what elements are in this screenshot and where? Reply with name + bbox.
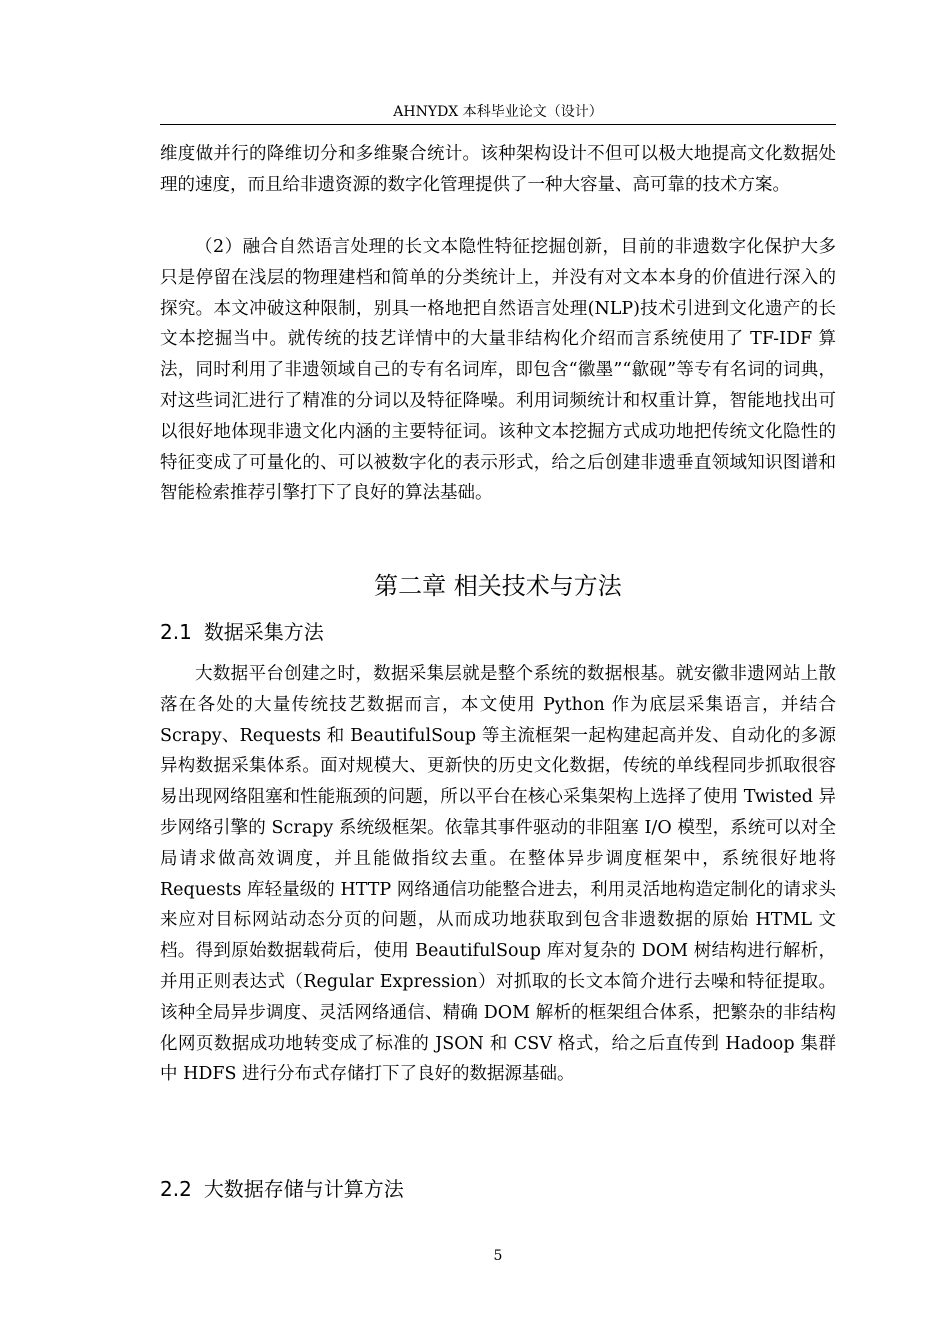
section-2-1-number: 2.1 [160,620,192,644]
section-2-1-title: 数据采集方法 [203,620,324,644]
section-2-2-title: 大数据存储与计算方法 [203,1177,404,1201]
section-2-1-heading [160,616,836,648]
innovation-2-paragraph: （2）融合自然语言处理的长文本隐性特征挖掘创新，目前的非遗数字化保护大多只是停留在浅层的物理建档和简单的分类统计上，并没有对文本本身的价值进行深入的探究。本文冲破这种限制，别具一格地把自然语言处理(NLP)技术引进到文化遗产的长文本挖掘当中。就传统的技艺详情中的大量非结构化介绍而言系统使用了 TF-IDF 算法，同时利用了非遗领域自己的专有名词库，即包含“徽墨”“歙砚”等专有名词的词典，对这些词汇进行了精准的分词以及特征降噪。利用词频统计和权重计算，智能地找出可以很好地体现非遗文化内涵的主要特征词。该种文本挖掘方式成功地把传统文化隐性的特征变成了可量化的、可以被数字化的表示形式，给之后创建非遗垂直领域知识图谱和智能检索推荐引擎打下了良好的算法基础。 [160,237,836,504]
section-2-1-paragraph: 大数据平台创建之时，数据采集层就是整个系统的数据根基。就安徽非遗网站上散落在各处的大量传统技艺数据而言，本文使用 Python 作为底层采集语言，并结合 Scrapy、Requests 和 BeautifulSoup 等主流框架一起构建起高并发、自动化的多源异构数据采集体系。面对规模大、更新快的历史文化数据，传统的单线程同步抓取很容易出现网络阻塞和性能瓶颈的问题，所以平台在核心采集架构上选择了使用 Twisted 异步网络引擎的 Scrapy 系统级框架。依靠其事件驱动的非阻塞 I/O 模型，系统可以对全局请求做高效调度，并且能做指纹去重。在整体异步调度框架中，系统很好地将 Requests 库轻量级的 HTTP 网络通信功能整合进去，利用灵活地构造定制化的请求头来应对目标网站动态分页的问题，从而成功地获取到包含非遗数据的原始 HTML 文档。得到原始数据载荷后，使用 BeautifulSoup 库对复杂的 DOM 树结构进行解析，并用正则表达式（Regular Expression）对抓取的长文本简介进行去噪和特征提取。该种全局异步调度、灵活网络通信、精确 DOM 解析的框架组合体系，把繁杂的非结构化网页数据成功地转变成了标准的 JSON 和 CSV 格式，给之后直传到 Hadoop 集群中 HDFS 进行分布式存储打下了良好的数据源基础。 [160,664,836,1085]
header-rule [160,124,836,125]
running-header: AHNYDX 本科毕业论文（设计） [393,104,603,120]
chapter-title: 第二章 相关技术与方法 [374,572,622,600]
section-2-2-number: 2.2 [160,1177,192,1201]
intro-continuation-paragraph: 维度做并行的降维切分和多维聚合统计。该种架构设计不但可以极大地提高文化数据处理的速度，而且给非遗资源的数字化管理提供了一种大容量、高可靠的技术方案。 [160,144,836,195]
section-2-2-heading [160,1173,836,1205]
page-number: 5 [493,1248,503,1264]
